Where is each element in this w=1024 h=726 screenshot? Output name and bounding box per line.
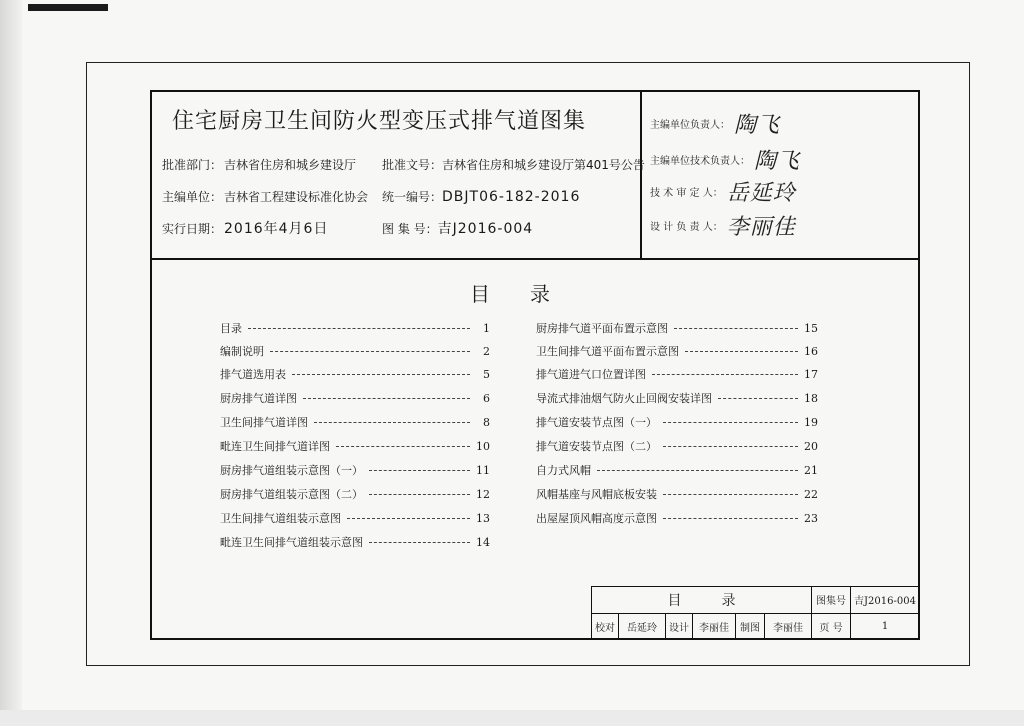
page-no: 1	[851, 613, 920, 640]
toc-item-page: 6	[483, 391, 490, 405]
leader-line	[336, 446, 470, 447]
unified-no-group	[382, 188, 580, 205]
leader-line	[597, 470, 798, 471]
toc-item-name: 毗连卫生间排气道详图	[220, 440, 330, 453]
toc-item-page: 16	[804, 344, 818, 358]
leader-line	[369, 494, 470, 495]
toc-item-page: 5	[483, 367, 490, 381]
drawing-name: 目录	[592, 587, 812, 614]
approval-doc-label: 批准文号：	[382, 158, 443, 172]
toc-item[interactable]	[220, 390, 490, 406]
leader-line	[369, 470, 470, 471]
toc-item[interactable]	[220, 414, 490, 430]
signature-row-reviewer	[650, 176, 796, 207]
toc-item-page: 18	[804, 391, 818, 405]
atlas-no: 吉J2016-004	[437, 221, 534, 237]
approval-doc: 吉林省住房和城乡建设厅第401号公告	[442, 158, 645, 172]
signature-role: 主编单位技术负责人：	[650, 156, 750, 167]
toc-item-name: 排气道安装节点图（二）	[536, 440, 657, 453]
signature-row-tech-chief	[650, 144, 800, 175]
leader-line	[674, 328, 798, 329]
toc-item[interactable]	[220, 510, 490, 526]
leader-line	[663, 446, 798, 447]
signature-role: 设 计 负 责 人：	[650, 222, 723, 233]
signature-role: 技 术 审 定 人：	[650, 188, 723, 199]
toc-item-page: 14	[476, 535, 490, 549]
signature-role: 主编单位负责人：	[650, 120, 730, 131]
design-label: 设计	[666, 613, 693, 640]
leader-line	[663, 422, 798, 423]
signature-row-designer	[650, 210, 796, 241]
atlas-no-group	[382, 218, 533, 238]
binding-edge	[0, 0, 22, 710]
toc-item[interactable]	[536, 390, 818, 406]
handwritten-signature: 陶飞	[754, 149, 801, 174]
draw-name: 李丽佳	[765, 613, 812, 640]
approval-dept: 吉林省住房和城乡建设厅	[224, 158, 357, 172]
toc-item[interactable]	[220, 486, 490, 502]
draw-label: 制图	[736, 613, 765, 640]
toc-item[interactable]	[536, 462, 818, 478]
toc-item-page: 10	[476, 439, 490, 453]
toc-item-name: 卫生间排气道组装示意图	[220, 512, 341, 525]
editor-row	[162, 188, 581, 205]
toc-item-name: 厨房排气道组装示意图（二）	[220, 488, 363, 501]
toc-item[interactable]	[536, 320, 818, 336]
unified-no-label: 统一编号：	[382, 190, 443, 204]
approval-row	[162, 156, 645, 173]
contents-title: 目录	[470, 282, 590, 306]
leader-line	[347, 518, 470, 519]
atlas-no-label: 图集号	[812, 587, 851, 614]
leader-line	[718, 398, 798, 399]
toc-item-page: 13	[476, 511, 490, 525]
toc-item[interactable]	[220, 343, 490, 359]
toc-item-page: 20	[804, 439, 818, 453]
header-info	[152, 92, 645, 258]
toc-item-name: 卫生间排气道详图	[220, 416, 308, 429]
handwritten-signature: 岳延玲	[726, 181, 796, 206]
toc-item[interactable]	[220, 438, 490, 454]
atlas-no-value: 吉J2016-004	[851, 587, 920, 614]
leader-line	[663, 518, 798, 519]
toc-item[interactable]	[536, 366, 818, 382]
leader-line	[685, 351, 798, 352]
toc-item-name: 厨房排气道组装示意图（一）	[220, 464, 363, 477]
toc-item-page: 2	[483, 344, 490, 358]
toc-item-name: 导流式排油烟气防火止回阀安装详图	[536, 392, 712, 405]
handwritten-signature: 李丽佳	[726, 215, 796, 240]
leader-line	[314, 422, 470, 423]
effective-date: 2016年4月6日	[224, 221, 329, 237]
editor-unit: 吉林省工程建设标准化协会	[224, 190, 369, 204]
leader-line	[663, 494, 798, 495]
toc-item-name: 编制说明	[220, 345, 264, 358]
handwritten-signature: 陶飞	[734, 113, 781, 138]
toc-item-page: 21	[804, 463, 818, 477]
toc-item-page: 12	[476, 487, 490, 501]
toc-item-page: 23	[804, 511, 818, 525]
toc-item-page: 15	[804, 321, 818, 335]
signature-row-chief-editor	[650, 108, 780, 139]
leader-line	[270, 351, 470, 352]
toc-item-name: 目录	[220, 322, 242, 335]
toc-item[interactable]	[220, 320, 490, 336]
leader-line	[303, 398, 470, 399]
toc-item-name: 自力式风帽	[536, 464, 591, 477]
leader-line	[248, 328, 470, 329]
toc-item-page: 19	[804, 415, 818, 429]
title-block	[591, 586, 920, 640]
toc-item[interactable]	[536, 438, 818, 454]
check-name: 岳延玲	[619, 613, 666, 640]
effective-date-label: 实行日期：	[162, 222, 223, 236]
toc-item[interactable]	[220, 462, 490, 478]
toc-item-name: 排气道进气口位置详图	[536, 368, 646, 381]
toc-item-name: 风帽基座与风帽底板安装	[536, 488, 657, 501]
toc-item[interactable]	[536, 343, 818, 359]
page-label: 页 号	[812, 613, 851, 640]
design-name: 李丽佳	[693, 613, 736, 640]
atlas-title: 住宅厨房卫生间防火型变压式排气道图集	[172, 109, 587, 134]
toc-item[interactable]	[220, 366, 490, 382]
editor-unit-label: 主编单位：	[162, 190, 223, 204]
approval-doc-group	[382, 156, 645, 173]
toc-item[interactable]	[220, 534, 490, 550]
header-divider	[152, 258, 918, 260]
toc-item[interactable]	[536, 414, 818, 430]
effective-row	[162, 218, 534, 238]
toc-item-name: 卫生间排气道平面布置示意图	[536, 345, 679, 358]
toc-item-page: 1	[483, 321, 490, 335]
toc-item-name: 厨房排气道平面布置示意图	[536, 322, 668, 335]
toc-item-page: 11	[476, 463, 490, 477]
toc-item[interactable]	[536, 486, 818, 502]
leader-line	[369, 542, 470, 543]
unified-no: DBJT06-182-2016	[442, 189, 581, 205]
check-label: 校对	[592, 613, 619, 640]
toc-item-name: 出屋屋顶风帽高度示意图	[536, 512, 657, 525]
corner-mark	[28, 4, 108, 11]
atlas-no-label: 图 集 号：	[382, 222, 438, 236]
toc-item-name: 排气道安装节点图（一）	[536, 416, 657, 429]
toc-item-page: 17	[804, 367, 818, 381]
toc-item-name: 毗连卫生间排气道组装示意图	[220, 536, 363, 549]
toc-item-page: 22	[804, 487, 818, 501]
toc-item-page: 8	[483, 415, 490, 429]
toc-item[interactable]	[536, 510, 818, 526]
toc-item-name: 排气道选用表	[220, 368, 286, 381]
leader-line	[652, 374, 798, 375]
approval-dept-label: 批准部门：	[162, 158, 223, 172]
signatures-panel	[642, 92, 918, 258]
leader-line	[292, 374, 470, 375]
toc-item-name: 厨房排气道详图	[220, 392, 297, 405]
inner-frame	[150, 90, 920, 640]
